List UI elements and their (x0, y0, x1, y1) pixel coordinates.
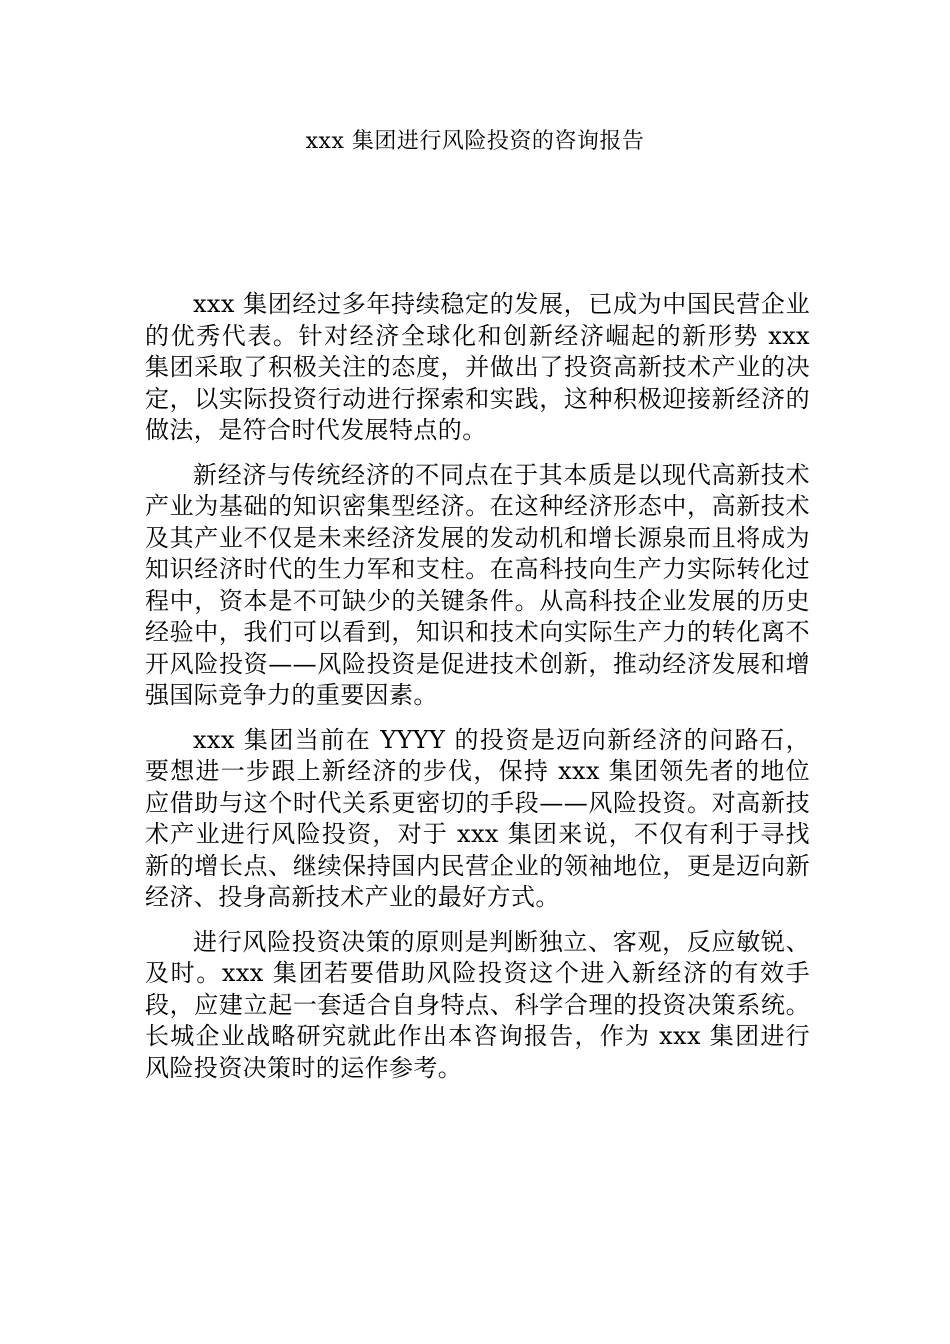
paragraph-2: 新经济与传统经济的不同点在于其本质是以现代高新技术产业为基础的知识密集型经济。在这种经济形态中，高新技术及其产业不仅是未来经济发展的发动机和增长源泉而且将成为知识经济时代的生力军和支柱。在高科技向生产力实际转化过程中，资本是不可缺少的关键条件。从高科技企业发展的历史经验中，我们可以看到，知识和技术向实际生产力的转化离不开风险投资——风险投资是促进技术创新，推动经济发展和增强国际竞争力的重要因素。 (145, 460, 810, 709)
paragraph-1: xxx 集团经过多年持续稳定的发展，已成为中国民营企业的优秀代表。针对经济全球化和创新经济崛起的新形势 xxx 集团采取了积极关注的态度，并做出了投资高新技术产业的决定，以实际投资行动进行探索和实践，这种积极迎接新经济的做法，是符合时代发展特点的。 (145, 290, 810, 444)
document-body (145, 289, 810, 1097)
document-title: xxx 集团进行风险投资的咨询报告 (305, 129, 645, 154)
paragraph-3: xxx 集团当前在 YYYY 的投资是迈向新经济的问路石，要想进一步跟上新经济的步伐，保持 xxx 集团领先者的地位应借助与这个时代关系更密切的手段——风险投资。对高新技术产业进行风险投资，对于 xxx 集团来说，不仅有利于寻找新的增长点、继续保持国内民营企业的领袖地位，更是迈向新经济、投身高新技术产业的最好方式。 (145, 725, 810, 911)
paragraph-4: 进行风险投资决策的原则是判断独立、客观，反应敏锐、及时。xxx 集团若要借助风险投资这个进入新经济的有效手段，应建立起一套适合自身特点、科学合理的投资决策系统。长城企业战略研究就此作出本咨询报告，作为 xxx 集团进行风险投资决策时的运作参考。 (145, 927, 810, 1082)
